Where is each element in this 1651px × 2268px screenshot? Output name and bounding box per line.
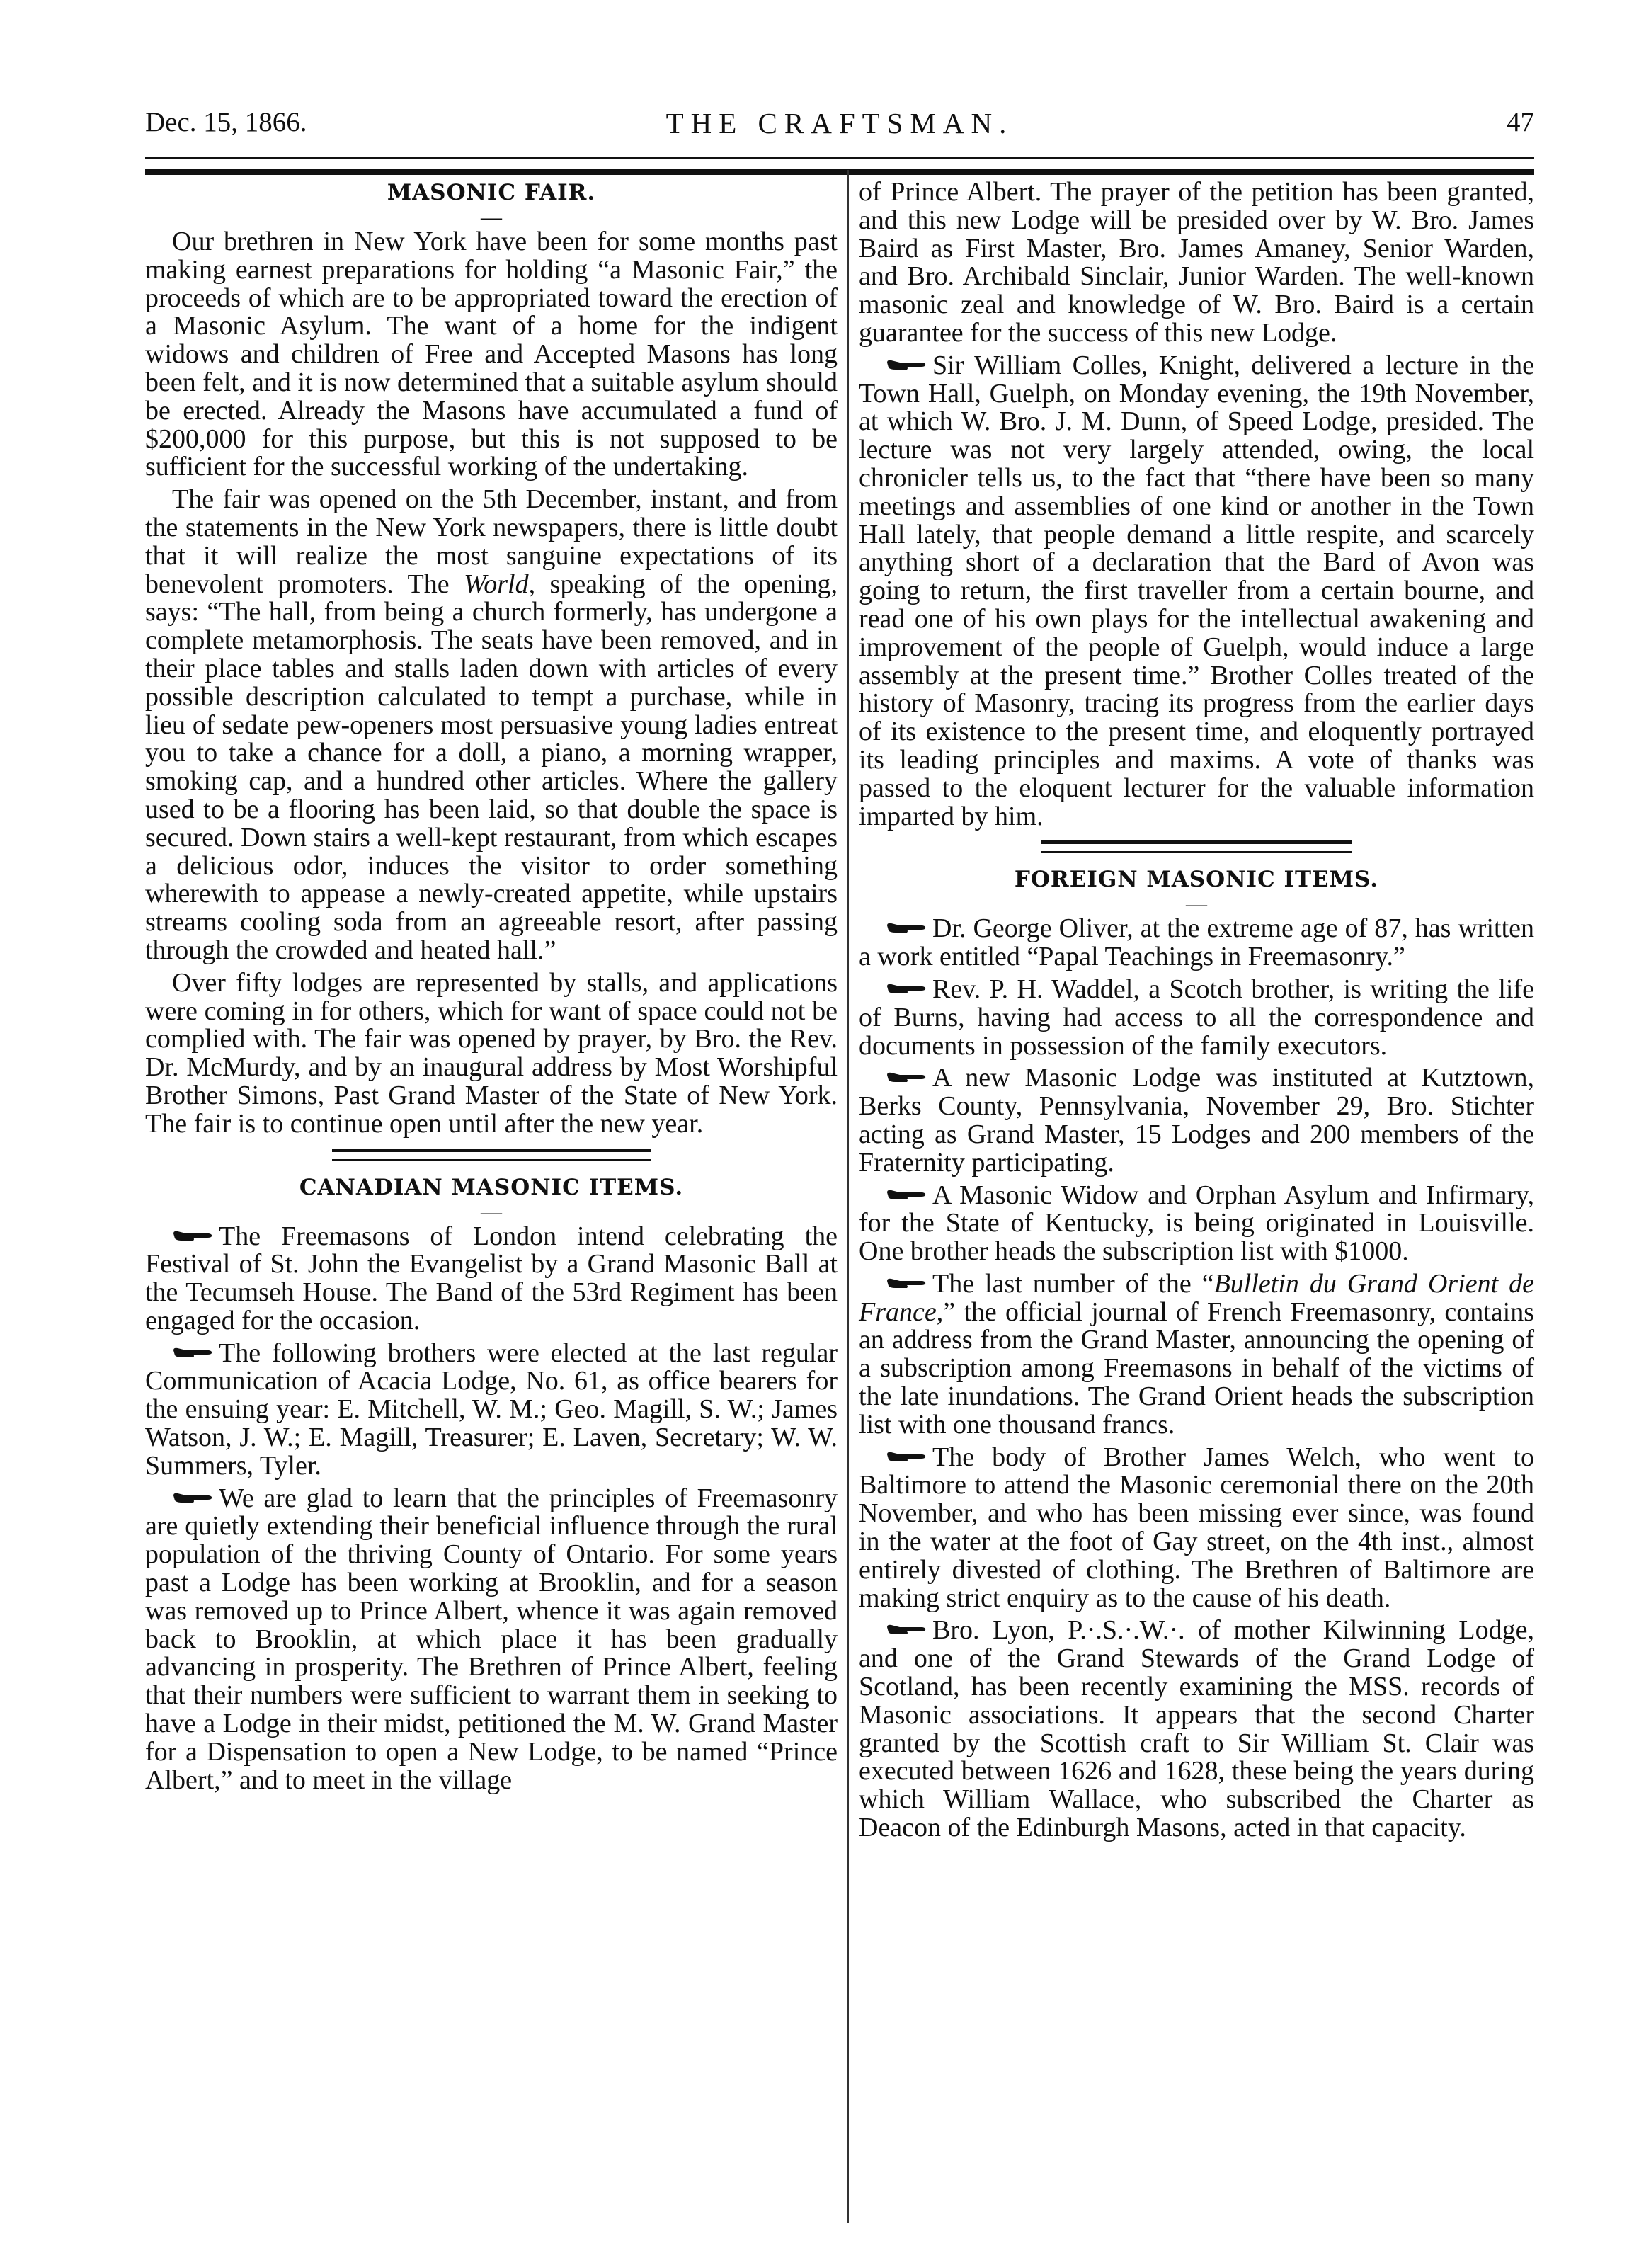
item-text: A Masonic Widow and Orphan Asylum and Infirmary, for the State of Kentucky, is being originated in Louisville. One brother heads the subscription list with $1000. — [859, 1180, 1534, 1267]
colles-lecture-item — [859, 352, 1534, 831]
foreign-item — [859, 1270, 1534, 1440]
paragraph-text: The fair was opened on the 5th December, instant, and from the statements in the New York newspapers, there is little doubt that it will realize the most sanguine expectations of its benevolent promoters. The — [145, 484, 838, 599]
newspaper-name: World — [464, 569, 529, 599]
section-rule — [1041, 840, 1352, 853]
heading-dash: — — [481, 1199, 502, 1224]
canadian-items-heading: CANADIAN MASONIC ITEMS. — [299, 1174, 684, 1200]
issue-date: Dec. 15, 1866. — [145, 107, 307, 137]
pointing-hand-icon — [886, 1188, 927, 1202]
pointing-hand-icon — [172, 1346, 213, 1360]
heading-dash: — — [481, 205, 502, 229]
masonic-fair-paragraph-3: Over fifty lodges are represented by stalls, and applications were coming in for others, which for want of space could not be complied with. The fair was opened by prayer, by Bro. the Rev. Dr. McMurdy, and by an inaugural address by Most Worshipful Brother Simons, Past Grand Master of the State of New York. The fair is to continue open until after the new year. — [145, 967, 838, 1139]
item-text: A new Masonic Lodge was instituted at Kutztown, Berks County, Pennsylvania, November 29, Bro. Stichter acting as Grand Master, 15 Lodges and 200 members of the Fraternity participating. — [859, 1063, 1534, 1178]
item-text: The Freemasons of London intend celebrating the Festival of St. John the Evangelist by a Grand Masonic Ball at the Tecumseh House. The Band of the 53rd Regiment has been engaged for the occasion. — [145, 1221, 838, 1335]
item-text: We are glad to learn that the principles of Freemasonry are quietly extending their beneficial influence through the rural population of the thriving County of Ontario. For some years past a Lodge has been working at Brooklin, and for a season was removed up to Prince Albert, whence it was again removed back to Brooklin, at which place it has been gradually advancing in prosperity. The Brethren of Prince Albert, feeling that their numbers were sufficient to warrant them in seeking to have a Lodge in their midst, petitioned the M. W. Grand Master for a Dispensation to open a New Lodge, to be named “Prince Albert,” and to meet in the village — [145, 1483, 838, 1795]
foreign-items-heading: FOREIGN MASONIC ITEMS. — [1014, 867, 1379, 893]
canadian-item — [145, 1485, 838, 1795]
foreign-item — [859, 1617, 1534, 1842]
foreign-item — [859, 915, 1534, 971]
foreign-item — [859, 1444, 1534, 1613]
section-rule — [332, 1149, 651, 1161]
pointing-hand-icon — [886, 1623, 927, 1637]
canadian-item — [145, 1340, 838, 1481]
pointing-hand-icon — [886, 1071, 927, 1085]
pointing-hand-icon — [172, 1229, 213, 1243]
item-text: The last number of the “ — [932, 1268, 1214, 1299]
left-column — [145, 178, 838, 1799]
foreign-item — [859, 976, 1534, 1060]
item-text: Dr. George Oliver, at the extreme age of 87, has written a work entitled “Papal Teachings in Freemasonry.” — [859, 913, 1534, 972]
pointing-hand-icon — [886, 921, 927, 935]
running-head — [145, 106, 1534, 149]
item-text: The body of Brother James Welch, who went to Baltimore to attend the Masonic ceremonial there on the 20th November, and who has been missing ever since, was found in the water at the foot of Gay street, on the 4th inst., almost entirely divested of clothing. The Brethren of Baltimore are making strict enquiry as to the cause of his death. — [859, 1442, 1534, 1613]
item-text: Rev. P. H. Waddel, a Scotch brother, is writing the life of Burns, having had access to all the correspondence and documents in possession of the family executors. — [859, 974, 1534, 1061]
pointing-hand-icon — [172, 1491, 213, 1505]
canadian-item — [145, 1223, 838, 1335]
item-text: The following brothers were elected at the last regular Communication of Acacia Lodge, No. 61, as office bearers for the ensuing year: E. Mitchell, W. M.; Geo. Magill, S. W.; James Watson, J. W.; E. Magill, Treasurer; E. Laven, Secretary; W. W. Summers, Tyler. — [145, 1338, 838, 1481]
foreign-item — [859, 1182, 1534, 1266]
item-text: ,” the official journal of French Freemasonry, contains an address from the Grand Master, announcing the opening of a subscription among Freemasons in behalf of the victims of the late inundations. The Grand Orient heads the subscription list with one thousand francs. — [859, 1297, 1534, 1440]
pointing-hand-icon — [886, 1450, 927, 1464]
masonic-fair-heading: MASONIC FAIR. — [387, 180, 596, 205]
page-number: 47 — [1507, 107, 1534, 137]
heading-dash: — — [1186, 892, 1207, 916]
pointing-hand-icon — [886, 1277, 927, 1291]
pointing-hand-icon — [886, 982, 927, 996]
publication-title: THE CRAFTSMAN. — [665, 107, 1014, 139]
journal-title: Bulletin du Grand Orient de France — [859, 1268, 1534, 1327]
header-double-rule — [145, 157, 1534, 175]
continued-paragraph: of Prince Albert. The prayer of the petition has been granted, and this new Lodge will be presided over by W. Bro. James Baird as First Master, Bro. James Amaney, Senior Warden, and Bro. Archibald Sinclair, Junior Warden. The well-known masonic zeal and knowledge of W. Bro. Baird is a certain guarantee for the success of this new Lodge. — [859, 177, 1534, 348]
masonic-fair-paragraph-2 — [145, 486, 838, 965]
item-text: Sir William Colles, Knight, delivered a lecture in the Town Hall, Guelph, on Monday evening, the 19th November, at which W. Bro. J. M. Dunn, of Speed Lodge, presided. The lecture was not very largely attended, owing, the local chronicler tells us, to the fact that “there have been so many meetings and assemblies of one kind or another in the Town Hall lately, that people demand a little respite, and scarcely anything short of a declaration that the Bard of Avon was going to return, the first traveller from a certain bourne, and read one of his own plays for the intellectual awakening and improvement of the people of Guelph, would induce a large assembly at the present time.” Brother Colles treated of the history of Masonry, tracing its progress from the earlier days of its existence to the present time, and eloquently portrayed its leading principles and maxims. A vote of thanks was passed to the eloquent lecturer for the valuable information imparted by him. — [859, 350, 1534, 831]
paragraph-text: , speaking of the opening, says: “The hall, from being a church formerly, has undergone a complete metamorphosis. The seats have been removed, and in their place tables and stalls laden down with articles of every possible description calculated to tempt a purchase, while in lieu of sedate pew-openers most persuasive young ladies entreat you to take a chance for a doll, a piano, a morning wrapper, smoking cap, and a hundred other articles. Where the gallery used to be a flooring has been laid, so that double the space is secured. Down stairs a well-kept restaurant, from which escapes a delicious odor, induces the visitor to order something wherewith to appease a newly-created appetite, while upstairs streams cooling soda from an agreeable resort, after passing through the crowded and heated hall.” — [145, 569, 838, 965]
masonic-fair-paragraph-1: Our brethren in New York have been for some months past making earnest preparations for holding “a Masonic Fair,” the proceeds of which are to be appropriated toward the erection of a Masonic Asylum. The want of a home for the indigent widows and children of Free and Accepted Masons has long been felt, and it is now determined that a suitable asylum should be erected. Already the Masons have accumulated a fund of $200,000 for this purpose, but this is not supposed to be sufficient for the successful working of the undertaking. — [145, 227, 838, 482]
right-column — [859, 178, 1534, 1847]
column-divider — [847, 170, 849, 2223]
item-text: Bro. Lyon, P.·.S.·.W.·. of mother Kilwinning Lodge, and one of the Grand Stewards of the Grand Lodge of Scotland, has been recently examining the MSS. records of Masonic associations. It appears that the second Charter granted by the Scottish craft to Sir William St. Clair was executed between 1626 and 1628, these being the years during which William Wallace, who subscribed the Charter as Deacon of the Edinburgh Masons, acted in that capacity. — [859, 1615, 1534, 1843]
foreign-item — [859, 1064, 1534, 1177]
pointing-hand-icon — [886, 358, 927, 372]
